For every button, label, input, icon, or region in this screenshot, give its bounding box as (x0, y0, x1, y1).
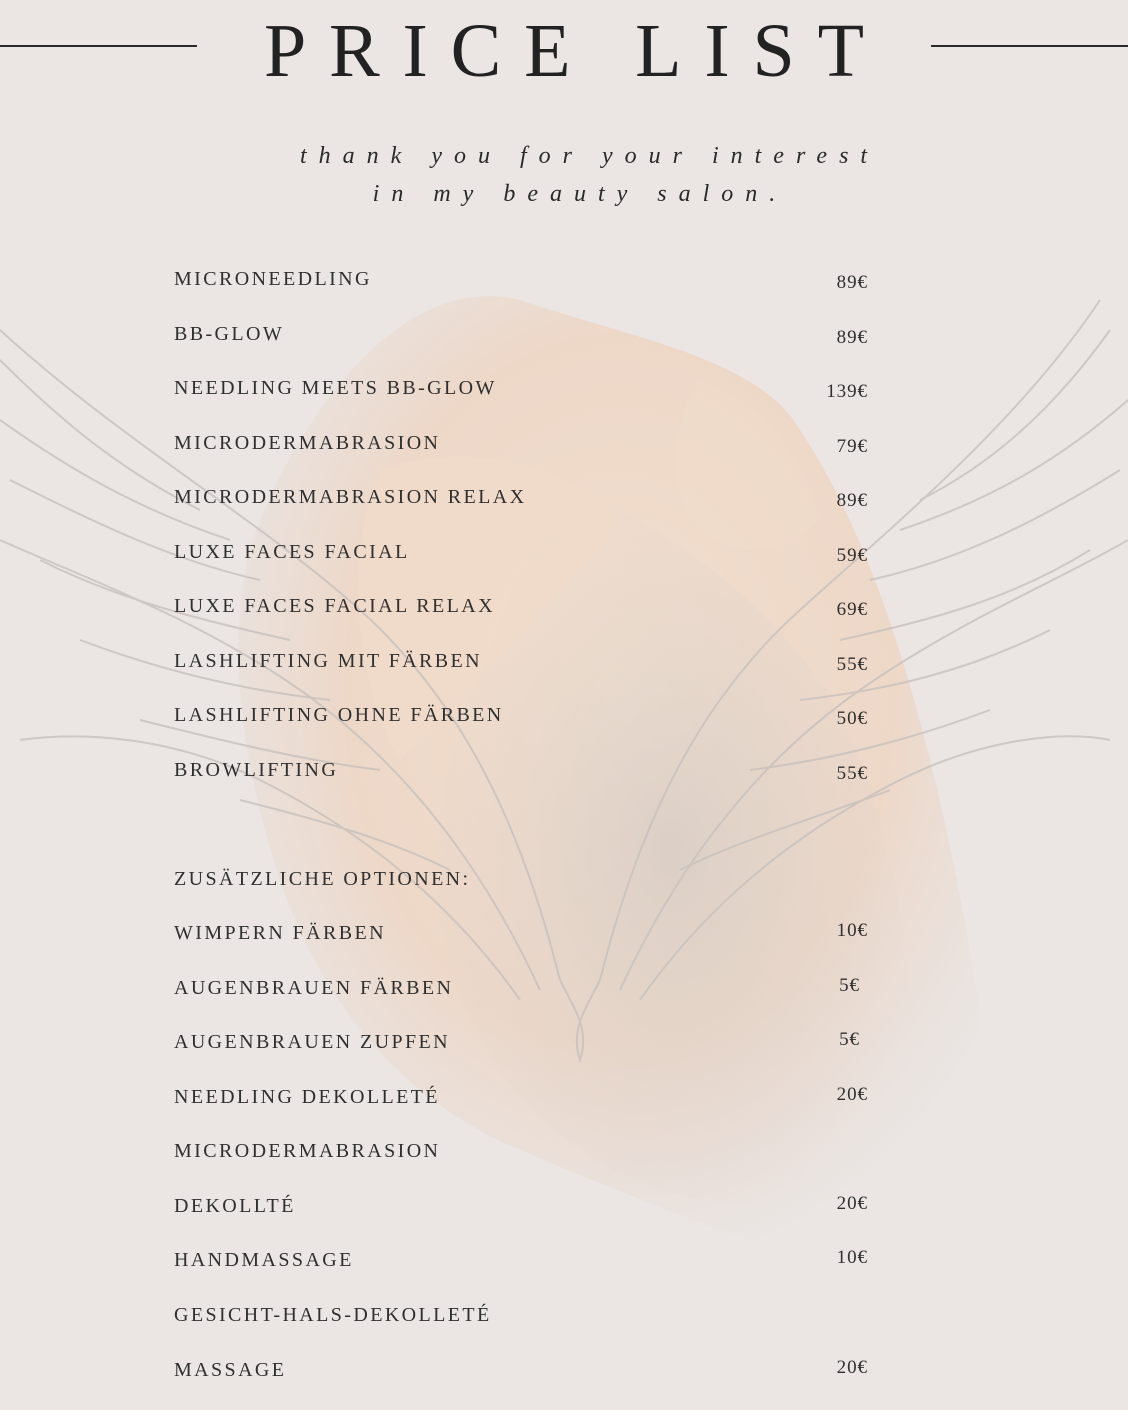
price-row (174, 268, 874, 298)
options-heading: ZUSÄTZLICHE OPTIONEN: (174, 868, 471, 890)
price-row (174, 486, 874, 516)
option-price: 10€ (836, 1247, 868, 1268)
option-name: MASSAGE (174, 1359, 287, 1381)
service-name: BROWLIFTING (174, 759, 339, 781)
option-name: GESICHT-HALS-DEKOLLETÉ (174, 1304, 492, 1326)
service-price: 89€ (836, 490, 868, 511)
option-name: MICRODERMABRASION (174, 1140, 441, 1162)
option-row (174, 922, 874, 952)
option-row (174, 1140, 874, 1170)
option-row (174, 1359, 874, 1389)
price-row (174, 541, 874, 571)
service-name: MICRODERMABRASION RELAX (174, 486, 527, 508)
option-price: 5€ (839, 1029, 860, 1050)
price-row (174, 704, 874, 734)
service-price: 79€ (836, 436, 868, 457)
option-row (174, 1249, 874, 1279)
option-name: WIMPERN FÄRBEN (174, 922, 386, 944)
service-name: BB-GLOW (174, 323, 285, 345)
option-price: 20€ (836, 1357, 868, 1378)
service-price: 55€ (836, 763, 868, 784)
option-name: AUGENBRAUEN ZUPFEN (174, 1031, 450, 1053)
option-row (174, 1195, 874, 1225)
service-name: MICRODERMABRASION (174, 432, 441, 454)
option-row (174, 1304, 874, 1334)
options-heading-row (174, 868, 874, 898)
option-price: 10€ (836, 920, 868, 941)
service-price: 139€ (826, 381, 868, 402)
service-name: LUXE FACES FACIAL RELAX (174, 595, 495, 617)
option-name: DEKOLLTÉ (174, 1195, 296, 1217)
price-row (174, 432, 874, 462)
price-row (174, 323, 874, 353)
service-name: LUXE FACES FACIAL (174, 541, 410, 563)
service-price: 59€ (836, 545, 868, 566)
price-row (174, 759, 874, 789)
subtitle (300, 137, 880, 213)
option-row (174, 1086, 874, 1116)
service-price: 89€ (836, 272, 868, 293)
option-price: 20€ (836, 1084, 868, 1105)
subtitle-line-1: thank you for your interest (300, 143, 880, 169)
price-row (174, 377, 874, 407)
service-name: LASHLIFTING MIT FÄRBEN (174, 650, 482, 672)
option-name: AUGENBRAUEN FÄRBEN (174, 977, 454, 999)
service-name: LASHLIFTING OHNE FÄRBEN (174, 704, 504, 726)
option-row (174, 977, 874, 1007)
subtitle-line-2: in my beauty salon. (372, 181, 788, 207)
option-name: HANDMASSAGE (174, 1249, 354, 1271)
option-name: NEEDLING DEKOLLETÉ (174, 1086, 440, 1108)
service-price: 55€ (836, 654, 868, 675)
service-name: MICRONEEDLING (174, 268, 372, 290)
price-row (174, 595, 874, 625)
option-price: 20€ (836, 1193, 868, 1214)
service-price: 69€ (836, 599, 868, 620)
service-price: 89€ (836, 327, 868, 348)
option-price: 5€ (839, 975, 860, 996)
option-row (174, 1031, 874, 1061)
service-price: 50€ (836, 708, 868, 729)
page-title: PRICE LIST (263, 9, 887, 93)
price-row (174, 650, 874, 680)
service-name: NEEDLING MEETS BB-GLOW (174, 377, 497, 399)
